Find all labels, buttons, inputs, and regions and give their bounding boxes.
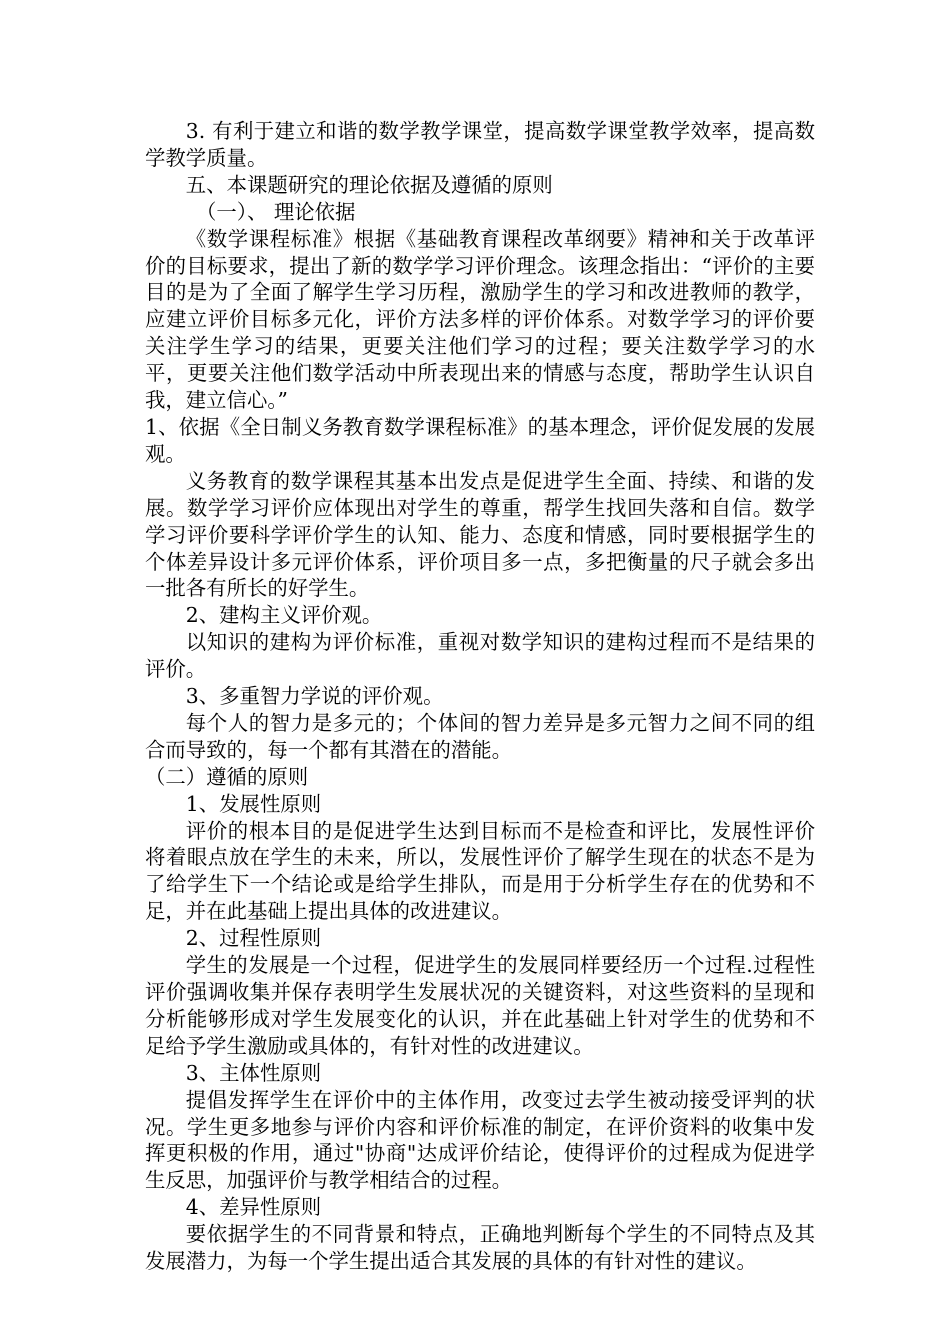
item-heading-3: 3、多重智力学说的评价观。 [185,684,444,709]
principle-heading-4: 4、差异性原则 [185,1195,322,1220]
subsection-heading-principles: （二）遵循的原则 [145,764,309,789]
principle-heading-3: 3、主体性原则 [185,1060,322,1085]
paragraph-subjectivity: 提倡发挥学生在评价中的主体作用，改变过去学生被动接受评判的状况。学生更多地参与评价内容和评价标准的制定，在评价资料的收集中发挥更积极的作用，通过"协商"达成评价结论，使得评价的过程成为促进学生反思，加强评价与教学相结合的过程。 [145,1087,815,1193]
paragraph-goal-3: 3. 有利于建立和谐的数学教学课堂，提高数学课堂教学效率，提高数学教学质量。 [145,119,815,170]
principle-heading-2: 2、过程性原则 [185,926,322,951]
paragraph-process: 学生的发展是一个过程，促进学生的发展同样要经历一个过程.过程性评价强调收集并保存表明学生发展状况的关键资料，对这些资料的呈现和分析能够形成对学生发展变化的认识，并在此基础上针对学生的优势和不足给予学生激励或具体的，有针对性的改进建议。 [145,953,815,1058]
paragraph-difference: 要依据学生的不同背景和特点，正确地判断每个学生的不同特点及其发展潜力，为每一个学生提出适合其发展的具体的有针对性的建议。 [145,1222,815,1274]
subsection-heading-theory: （一）、 理论依据 [196,199,356,224]
paragraph-constructivism: 以知识的建构为评价标准，重视对数学知识的建构过程而不是结果的评价。 [145,630,815,682]
item-heading-1: 1、依据《全日制义务教育数学课程标准》的基本理念，评价促发展的发展观。 [145,414,815,466]
item-heading-2: 2、建构主义评价观。 [185,603,383,628]
principle-heading-1: 1、发展性原则 [185,791,322,816]
paragraph-multiple-intelligence: 每个人的智力是多元的；个体间的智力差异是多元智力之间不同的组合而导致的，每一个都有其潜在的潜能。 [145,710,815,762]
section-heading-5: 五、本课题研究的理论依据及遵循的原则 [185,172,553,197]
paragraph-developmental: 评价的根本目的是促进学生达到目标而不是检查和评比，发展性评价将着眼点放在学生的未来，所以，发展性评价了解学生现在的状态不是为了给学生下一个结论或是给学生排队，而是用于分析学生存在的优势和不足，并在此基础上提出具体的改进建议。 [145,818,815,924]
paragraph-compulsory-education: 义务教育的数学课程其基本出发点是促进学生全面、持续、和谐的发展。数学学习评价应体现出对学生的尊重，帮学生找回失落和自信。数学学习评价要科学评价学生的认知、能力、态度和情感，同时要根据学生的个体差异设计多元评价体系，评价项目多一点，多把衡量的尺子就会多出一批各有所长的好学生。 [145,468,815,601]
paragraph-curriculum-standard: 《数学课程标准》根据《基础教育课程改革纲要》精神和关于改革评价的目标要求，提出了新的数学学习评价理念。该理念指出：“评价的主要目的是为了全面了解学生学习历程，激励学生的学习和改进教师的教学，应建立评价目标多元化，评价方法多样的评价体系。对数学学习的评价要关注学生学习的结果，更要关注他们学习的过程；要关注数学学习的水平，更要关注他们数学活动中所表现出来的情感与态度，帮助学生认识自我，建立信心。” [145,226,815,413]
document-page [145,118,815,1275]
